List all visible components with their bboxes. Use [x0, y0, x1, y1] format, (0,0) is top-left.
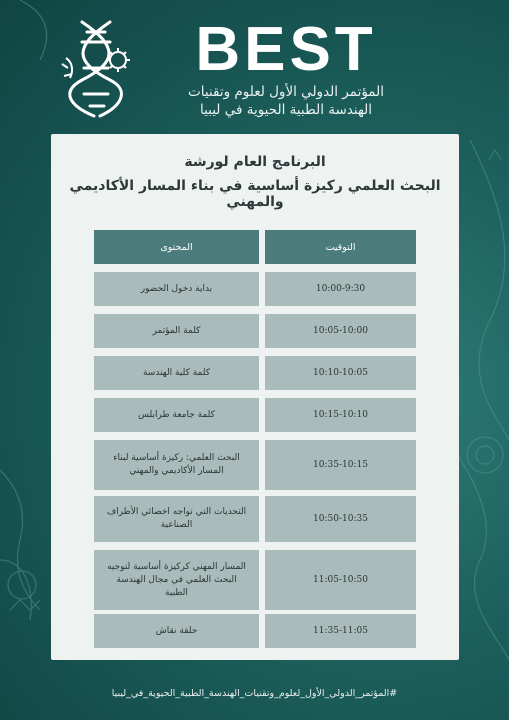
table-row-content: التحديات التي تواجه اخصائي الأطراف الصناعية — [94, 496, 259, 542]
table-row-time: 10:10-10:05 — [265, 356, 416, 390]
program-card — [51, 134, 459, 660]
conference-subtitle-line1: المؤتمر الدولي الأول لعلوم وتقنيات — [188, 84, 384, 100]
table-row-content: كلمة كلية الهندسة — [94, 356, 259, 390]
workshop-title: البحث العلمي ركيزة أساسية في بناء المسار الأكاديمي والمهني — [69, 178, 441, 210]
table-row-content: المسار المهني كركيزة أساسية لتوجيه البحث العلمي في مجال الهندسة الطبية — [94, 550, 259, 610]
brand-wordmark: BEST — [195, 15, 377, 84]
table-row-content: حلقة نقاش — [94, 614, 259, 648]
table-row-content: كلمة المؤتمر — [94, 314, 259, 348]
table-row-time: 11:05-10:50 — [265, 550, 416, 610]
table-row-time: 10:00-9:30 — [265, 272, 416, 306]
hashtag-footer: #المؤتمر_الدولي_الأول_لعلوم_وتقنيات_الهندسة_الطبية_الحيوية_في_ليبيا — [111, 688, 398, 699]
conference-subtitle-line2: الهندسة الطبية الحيوية في ليبيا — [199, 102, 373, 118]
table-row-time: 10:05-10:00 — [265, 314, 416, 348]
table-row-content: البحث العلمي: ركيزة أساسية لبناء المسار الأكاديمي والمهني — [94, 440, 259, 490]
dna-gear-logo-icon — [60, 18, 140, 118]
header-cell-content: المحتوى — [94, 230, 259, 264]
table-row-time: 10:15-10:10 — [265, 398, 416, 432]
program-title: البرنامج العام لورشة — [184, 154, 326, 170]
conference-header — [0, 0, 509, 130]
header-cell-time: التوقيت — [265, 230, 416, 264]
table-row-time: 10:35-10:15 — [265, 440, 416, 490]
table-row-time: 11:35-11:05 — [265, 614, 416, 648]
table-row-content: كلمة جامعة طرابلس — [94, 398, 259, 432]
table-row-time: 10:50-10:35 — [265, 496, 416, 542]
table-row-content: بداية دخول الحضور — [94, 272, 259, 306]
